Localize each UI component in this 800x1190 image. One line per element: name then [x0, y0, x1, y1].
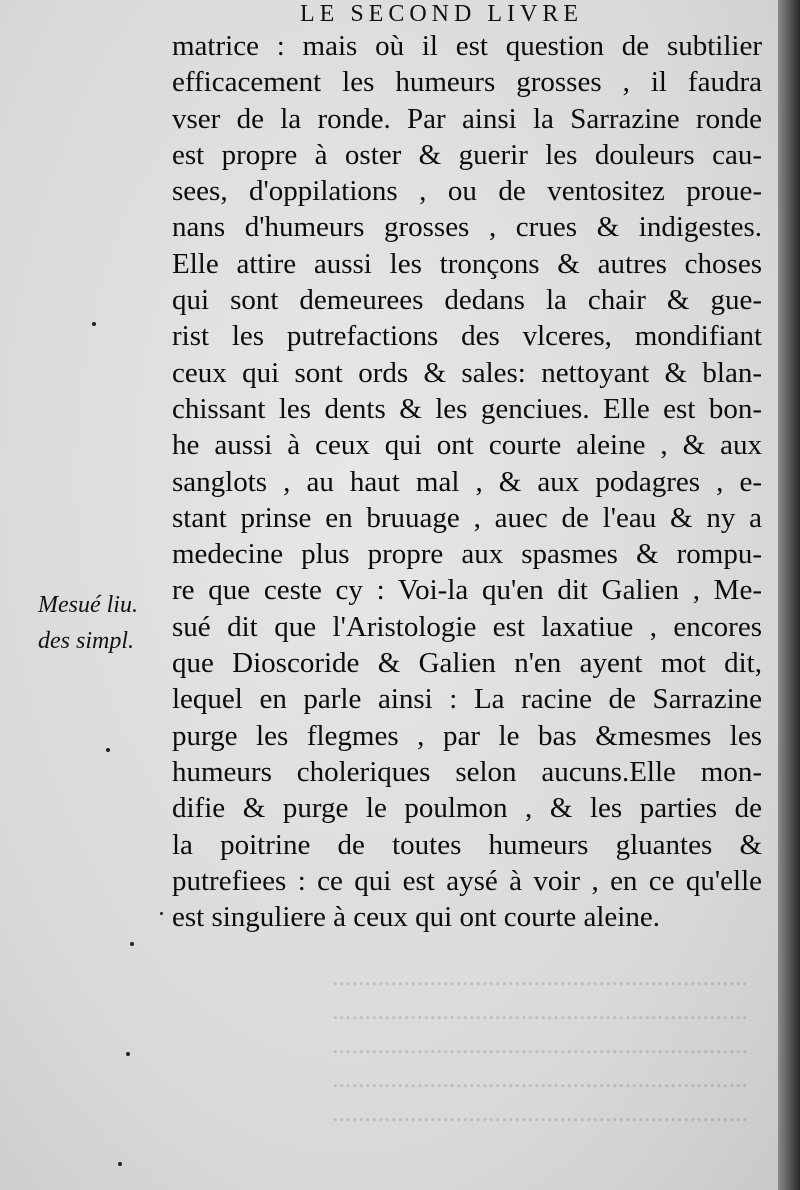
- text-line: chissant les dents & les genciues. Elle est bon-: [172, 392, 762, 425]
- ink-speck: [130, 942, 134, 946]
- ink-speck: [126, 1052, 130, 1056]
- ink-speck: [160, 912, 163, 915]
- text-line: medecine plus propre aux spasmes & rompu-: [172, 538, 762, 571]
- text-line: re que ceste cy : Voi-la qu'en dit Galien , Me-: [172, 574, 762, 607]
- text-line: stant prinse en bruuage , auec de l'eau & ny a: [172, 501, 762, 534]
- text-line: efficacement les humeurs grosses , il faudra: [172, 66, 762, 99]
- margin-note-line-1: Mesué liu.: [38, 592, 138, 618]
- text-line: sanglots , au haut mal , & aux podagres , e-: [172, 465, 762, 498]
- text-line: humeurs choleriques selon aucuns.Elle mon-: [172, 755, 762, 788]
- bleed-through-text: [178, 960, 748, 1130]
- text-line: purge les flegmes , par le bas &mesmes les: [172, 719, 762, 752]
- text-line: he aussi à ceux qui ont courte aleine , & aux: [172, 429, 762, 462]
- text-line: qui sont demeurees dedans la chair & gue-: [172, 284, 762, 317]
- ghost-line: ................................................................: [332, 1064, 748, 1093]
- text-line: lequel en parle ainsi : La racine de Sarrazine: [172, 683, 762, 716]
- text-line: matrice : mais où il est question de subtilier: [172, 30, 762, 62]
- book-gutter-edge: [778, 0, 800, 1190]
- ghost-line: ................................................................: [332, 962, 748, 991]
- text-line: que Dioscoride & Galien n'en ayent mot dit,: [172, 647, 762, 680]
- text-line: Elle attire aussi les tronçons & autres choses: [172, 247, 762, 280]
- margin-note-line-2: des simpl.: [38, 628, 134, 654]
- text-line: vser de la ronde. Par ainsi la Sarrazine ronde: [172, 102, 762, 135]
- text-line: ceux qui sont ords & sales: nettoyant & blan-: [172, 356, 762, 389]
- text-line: difie & purge le poulmon , & les parties de: [172, 792, 762, 825]
- text-line: nans d'humeurs grosses , crues & indigestes.: [172, 211, 762, 244]
- text-line: est singuliere à ceux qui ont courte aleine.: [172, 901, 660, 934]
- running-header: LE SECOND LIVRE: [300, 1, 583, 27]
- text-line: est propre à oster & guerir les douleurs cau-: [172, 138, 762, 171]
- main-text-block: [172, 28, 762, 935]
- ghost-line: ................................................................: [332, 1098, 748, 1127]
- text-line: putrefiees : ce qui est aysé à voir , en ce qu'elle: [172, 864, 762, 897]
- text-line: sees, d'oppilations , ou de ventositez proue-: [172, 175, 762, 208]
- ink-speck: [106, 748, 110, 752]
- ghost-line: ................................................................: [332, 1030, 748, 1059]
- text-line: la poitrine de toutes humeurs gluantes &: [172, 828, 762, 861]
- ink-speck: [92, 322, 96, 326]
- ghost-line: ................................................................: [332, 996, 748, 1025]
- text-line: sué dit que l'Aristologie est laxatiue , encores: [172, 610, 762, 643]
- ink-speck: [118, 1162, 122, 1166]
- text-line: rist les putrefactions des vlceres, mondifiant: [172, 320, 762, 353]
